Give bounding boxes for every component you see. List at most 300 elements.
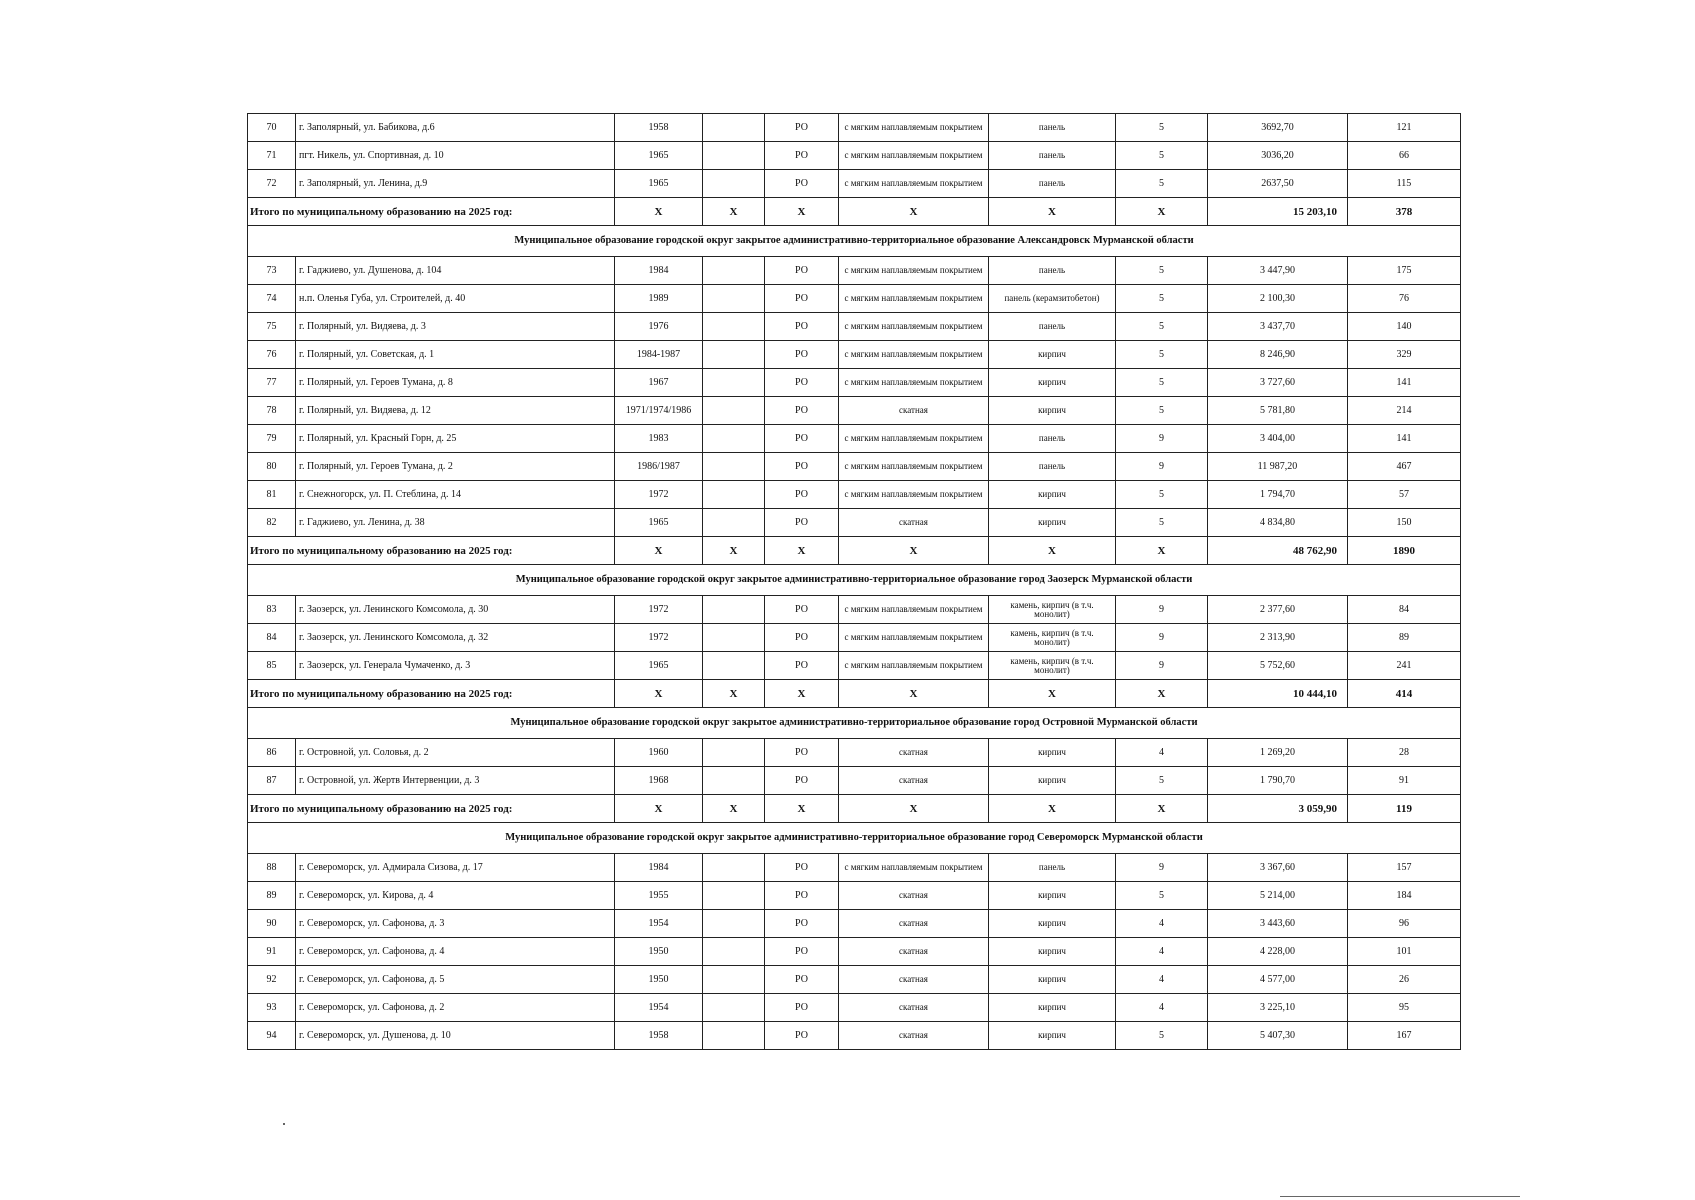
x-mark-cell: X [615,198,703,226]
row-number-cell: 88 [248,854,296,882]
section-header-row [248,226,1461,257]
table-row [248,341,1461,369]
year-built-cell: 1984-1987 [615,341,703,369]
row-number-cell: 77 [248,369,296,397]
table-row [248,453,1461,481]
residents-cell: 167 [1348,1022,1461,1050]
address-cell: г. Североморск, ул. Сафонова, д. 4 [296,938,615,966]
fund-type-cell: РО [765,910,839,938]
wall-material-cell: кирпич [989,910,1116,938]
address-cell: г. Гаджиево, ул. Душенова, д. 104 [296,257,615,285]
empty-cell [703,994,765,1022]
area-cell: 2 100,30 [1208,285,1348,313]
fund-type-cell: РО [765,966,839,994]
empty-cell [703,596,765,624]
area-cell: 2 313,90 [1208,624,1348,652]
wall-material-cell: камень, кирпич (в т.ч. монолит) [989,624,1116,652]
residents-cell: 26 [1348,966,1461,994]
floors-cell: 4 [1116,994,1208,1022]
residents-cell: 141 [1348,425,1461,453]
floors-cell: 5 [1116,882,1208,910]
address-cell: г. Полярный, ул. Героев Тумана, д. 8 [296,369,615,397]
row-number-cell: 82 [248,509,296,537]
fund-type-cell: РО [765,854,839,882]
total-area-cell: 10 444,10 [1208,680,1348,708]
empty-cell [703,910,765,938]
table-row [248,257,1461,285]
address-cell: г. Полярный, ул. Советская, д. 1 [296,341,615,369]
floors-cell: 5 [1116,257,1208,285]
address-cell: г. Североморск, ул. Адмирала Сизова, д. 17 [296,854,615,882]
table-row [248,1022,1461,1050]
total-residents-cell: 1890 [1348,537,1461,565]
wall-material-cell: панель [989,142,1116,170]
total-row [248,680,1461,708]
total-residents-cell: 414 [1348,680,1461,708]
floors-cell: 5 [1116,369,1208,397]
residents-cell: 141 [1348,369,1461,397]
residents-cell: 467 [1348,453,1461,481]
area-cell: 2637,50 [1208,170,1348,198]
area-cell: 3 437,70 [1208,313,1348,341]
x-mark-cell: X [765,680,839,708]
residents-cell: 76 [1348,285,1461,313]
address-cell: г. Островной, ул. Соловья, д. 2 [296,739,615,767]
address-cell: г. Заозерск, ул. Генерала Чумаченко, д. 3 [296,652,615,680]
x-mark-cell: X [765,198,839,226]
fund-type-cell: РО [765,285,839,313]
x-mark-cell: X [615,795,703,823]
address-cell: г. Североморск, ул. Сафонова, д. 5 [296,966,615,994]
roof-type-cell: с мягким наплавляемым покрытием [839,596,989,624]
total-residents-cell: 378 [1348,198,1461,226]
address-cell: г. Североморск, ул. Душенова, д. 10 [296,1022,615,1050]
floors-cell: 5 [1116,1022,1208,1050]
residents-cell: 329 [1348,341,1461,369]
address-cell: г. Островной, ул. Жертв Интервенции, д. 3 [296,767,615,795]
scan-edge-line [1280,1196,1520,1197]
row-number-cell: 90 [248,910,296,938]
residents-cell: 57 [1348,481,1461,509]
empty-cell [703,397,765,425]
empty-cell [703,652,765,680]
floors-cell: 9 [1116,624,1208,652]
roof-type-cell: скатная [839,938,989,966]
total-label: Итого по муниципальному образованию на 2025 год: [248,537,615,565]
year-built-cell: 1972 [615,596,703,624]
floors-cell: 9 [1116,453,1208,481]
address-cell: пгт. Никель, ул. Спортивная, д. 10 [296,142,615,170]
roof-type-cell: с мягким наплавляемым покрытием [839,453,989,481]
row-number-cell: 91 [248,938,296,966]
wall-material-cell: кирпич [989,767,1116,795]
residents-cell: 175 [1348,257,1461,285]
address-cell: г. Заполярный, ул. Ленина, д.9 [296,170,615,198]
fund-type-cell: РО [765,767,839,795]
address-cell: г. Североморск, ул. Кирова, д. 4 [296,882,615,910]
roof-type-cell: скатная [839,767,989,795]
address-cell: г. Североморск, ул. Сафонова, д. 3 [296,910,615,938]
total-residents-cell: 119 [1348,795,1461,823]
wall-material-cell: камень, кирпич (в т.ч. монолит) [989,596,1116,624]
residents-cell: 96 [1348,910,1461,938]
table-row [248,624,1461,652]
empty-cell [703,341,765,369]
floors-cell: 4 [1116,966,1208,994]
address-cell: г. Заозерск, ул. Ленинского Комсомола, д. 32 [296,624,615,652]
x-mark-cell: X [989,198,1116,226]
year-built-cell: 1989 [615,285,703,313]
row-number-cell: 71 [248,142,296,170]
empty-cell [703,114,765,142]
empty-cell [703,313,765,341]
area-cell: 3036,20 [1208,142,1348,170]
residents-cell: 140 [1348,313,1461,341]
area-cell: 4 228,00 [1208,938,1348,966]
wall-material-cell: панель [989,854,1116,882]
area-cell: 3 447,90 [1208,257,1348,285]
address-cell: г. Заполярный, ул. Бабикова, д.6 [296,114,615,142]
total-row [248,198,1461,226]
residents-cell: 101 [1348,938,1461,966]
wall-material-cell: кирпич [989,994,1116,1022]
address-cell: г. Заозерск, ул. Ленинского Комсомола, д. 30 [296,596,615,624]
floors-cell: 5 [1116,114,1208,142]
empty-cell [703,624,765,652]
x-mark-cell: X [615,537,703,565]
row-number-cell: 94 [248,1022,296,1050]
area-cell: 3 225,10 [1208,994,1348,1022]
roof-type-cell: с мягким наплавляемым покрытием [839,114,989,142]
roof-type-cell: с мягким наплавляемым покрытием [839,369,989,397]
row-number-cell: 89 [248,882,296,910]
total-label: Итого по муниципальному образованию на 2025 год: [248,680,615,708]
residents-cell: 89 [1348,624,1461,652]
total-area-cell: 48 762,90 [1208,537,1348,565]
year-built-cell: 1967 [615,369,703,397]
row-number-cell: 92 [248,966,296,994]
x-mark-cell: X [1116,795,1208,823]
area-cell: 2 377,60 [1208,596,1348,624]
fund-type-cell: РО [765,509,839,537]
row-number-cell: 87 [248,767,296,795]
x-mark-cell: X [615,680,703,708]
wall-material-cell: кирпич [989,397,1116,425]
row-number-cell: 84 [248,624,296,652]
fund-type-cell: РО [765,397,839,425]
floors-cell: 5 [1116,397,1208,425]
empty-cell [703,142,765,170]
empty-cell [703,767,765,795]
area-cell: 8 246,90 [1208,341,1348,369]
address-cell: г. Полярный, ул. Видяева, д. 3 [296,313,615,341]
section-header-row [248,565,1461,596]
wall-material-cell: панель [989,313,1116,341]
roof-type-cell: с мягким наплавляемым покрытием [839,624,989,652]
empty-cell [703,509,765,537]
x-mark-cell: X [1116,198,1208,226]
year-built-cell: 1971/1974/1986 [615,397,703,425]
roof-type-cell: скатная [839,966,989,994]
row-number-cell: 93 [248,994,296,1022]
x-mark-cell: X [989,537,1116,565]
fund-type-cell: РО [765,624,839,652]
roof-type-cell: скатная [839,1022,989,1050]
row-number-cell: 78 [248,397,296,425]
area-cell: 1 269,20 [1208,739,1348,767]
table-row [248,142,1461,170]
table-row [248,767,1461,795]
fund-type-cell: РО [765,114,839,142]
floors-cell: 5 [1116,313,1208,341]
table-row [248,854,1461,882]
year-built-cell: 1954 [615,994,703,1022]
wall-material-cell: кирпич [989,369,1116,397]
roof-type-cell: с мягким наплавляемым покрытием [839,341,989,369]
empty-cell [703,257,765,285]
wall-material-cell: панель [989,425,1116,453]
table-row [248,509,1461,537]
area-cell: 3 443,60 [1208,910,1348,938]
wall-material-cell: кирпич [989,1022,1116,1050]
x-mark-cell: X [703,198,765,226]
table-row [248,425,1461,453]
area-cell: 5 752,60 [1208,652,1348,680]
empty-cell [703,966,765,994]
fund-type-cell: РО [765,481,839,509]
fund-type-cell: РО [765,739,839,767]
table-row [248,739,1461,767]
total-row [248,537,1461,565]
fund-type-cell: РО [765,453,839,481]
row-number-cell: 72 [248,170,296,198]
total-area-cell: 3 059,90 [1208,795,1348,823]
table-row [248,966,1461,994]
roof-type-cell: с мягким наплавляемым покрытием [839,313,989,341]
section-header-row [248,708,1461,739]
wall-material-cell: кирпич [989,938,1116,966]
residents-cell: 184 [1348,882,1461,910]
fund-type-cell: РО [765,257,839,285]
total-label: Итого по муниципальному образованию на 2025 год: [248,198,615,226]
empty-cell [703,453,765,481]
roof-type-cell: с мягким наплавляемым покрытием [839,285,989,313]
x-mark-cell: X [765,537,839,565]
row-number-cell: 83 [248,596,296,624]
roof-type-cell: с мягким наплавляемым покрытием [839,170,989,198]
row-number-cell: 79 [248,425,296,453]
year-built-cell: 1960 [615,739,703,767]
row-number-cell: 80 [248,453,296,481]
wall-material-cell: кирпич [989,966,1116,994]
empty-cell [703,285,765,313]
x-mark-cell: X [703,795,765,823]
floors-cell: 4 [1116,739,1208,767]
row-number-cell: 74 [248,285,296,313]
wall-material-cell: кирпич [989,341,1116,369]
row-number-cell: 75 [248,313,296,341]
empty-cell [703,170,765,198]
residents-cell: 241 [1348,652,1461,680]
floors-cell: 5 [1116,481,1208,509]
empty-cell [703,938,765,966]
x-mark-cell: X [839,537,989,565]
wall-material-cell: камень, кирпич (в т.ч. монолит) [989,652,1116,680]
roof-type-cell: скатная [839,994,989,1022]
empty-cell [703,739,765,767]
roof-type-cell: с мягким наплавляемым покрытием [839,652,989,680]
table-row [248,114,1461,142]
roof-type-cell: с мягким наплавляемым покрытием [839,425,989,453]
wall-material-cell: кирпич [989,481,1116,509]
floors-cell: 5 [1116,142,1208,170]
x-mark-cell: X [839,198,989,226]
x-mark-cell: X [1116,680,1208,708]
residents-cell: 150 [1348,509,1461,537]
area-cell: 4 834,80 [1208,509,1348,537]
table-row [248,652,1461,680]
floors-cell: 5 [1116,285,1208,313]
row-number-cell: 73 [248,257,296,285]
area-cell: 3 367,60 [1208,854,1348,882]
residents-cell: 95 [1348,994,1461,1022]
floors-cell: 9 [1116,652,1208,680]
floors-cell: 4 [1116,910,1208,938]
area-cell: 3692,70 [1208,114,1348,142]
area-cell: 11 987,20 [1208,453,1348,481]
floors-cell: 5 [1116,170,1208,198]
row-number-cell: 76 [248,341,296,369]
table-row [248,596,1461,624]
area-cell: 5 781,80 [1208,397,1348,425]
year-built-cell: 1983 [615,425,703,453]
year-built-cell: 1972 [615,481,703,509]
x-mark-cell: X [989,680,1116,708]
wall-material-cell: кирпич [989,509,1116,537]
residents-cell: 214 [1348,397,1461,425]
floors-cell: 5 [1116,341,1208,369]
fund-type-cell: РО [765,882,839,910]
wall-material-cell: кирпич [989,739,1116,767]
area-cell: 3 404,00 [1208,425,1348,453]
residents-cell: 121 [1348,114,1461,142]
address-cell: г. Полярный, ул. Героев Тумана, д. 2 [296,453,615,481]
row-number-cell: 86 [248,739,296,767]
municipality-title: Муниципальное образование городской округ закрытое административно-территориальное образование Александровск Мурманской области [248,226,1461,257]
floors-cell: 5 [1116,767,1208,795]
wall-material-cell: панель (керамзитобетон) [989,285,1116,313]
fund-type-cell: РО [765,142,839,170]
section-header-row [248,823,1461,854]
table-row [248,938,1461,966]
year-built-cell: 1950 [615,966,703,994]
roof-type-cell: скатная [839,910,989,938]
wall-material-cell: панель [989,257,1116,285]
empty-cell [703,882,765,910]
floors-cell: 5 [1116,509,1208,537]
residents-cell: 157 [1348,854,1461,882]
row-number-cell: 70 [248,114,296,142]
table-row [248,397,1461,425]
x-mark-cell: X [1116,537,1208,565]
fund-type-cell: РО [765,652,839,680]
total-label: Итого по муниципальному образованию на 2025 год: [248,795,615,823]
table-row [248,481,1461,509]
total-row [248,795,1461,823]
year-built-cell: 1986/1987 [615,453,703,481]
residents-cell: 115 [1348,170,1461,198]
year-built-cell: 1965 [615,170,703,198]
floors-cell: 9 [1116,854,1208,882]
year-built-cell: 1958 [615,1022,703,1050]
roof-type-cell: с мягким наплавляемым покрытием [839,257,989,285]
fund-type-cell: РО [765,938,839,966]
wall-material-cell: панель [989,453,1116,481]
fund-type-cell: РО [765,994,839,1022]
roof-type-cell: скатная [839,509,989,537]
address-cell: г. Полярный, ул. Видяева, д. 12 [296,397,615,425]
address-cell: н.п. Оленья Губа, ул. Строителей, д. 40 [296,285,615,313]
table-row [248,369,1461,397]
roof-type-cell: скатная [839,882,989,910]
fund-type-cell: РО [765,425,839,453]
year-built-cell: 1965 [615,652,703,680]
fund-type-cell: РО [765,369,839,397]
year-built-cell: 1976 [615,313,703,341]
roof-type-cell: скатная [839,397,989,425]
empty-cell [703,369,765,397]
residents-cell: 91 [1348,767,1461,795]
residents-cell: 84 [1348,596,1461,624]
empty-cell [703,854,765,882]
empty-cell [703,481,765,509]
area-cell: 3 727,60 [1208,369,1348,397]
year-built-cell: 1958 [615,114,703,142]
year-built-cell: 1965 [615,142,703,170]
x-mark-cell: X [765,795,839,823]
fund-type-cell: РО [765,170,839,198]
residents-cell: 66 [1348,142,1461,170]
wall-material-cell: кирпич [989,882,1116,910]
area-cell: 5 214,00 [1208,882,1348,910]
roof-type-cell: скатная [839,739,989,767]
scan-speck [283,1123,285,1125]
table-row [248,313,1461,341]
x-mark-cell: X [989,795,1116,823]
roof-type-cell: с мягким наплавляемым покрытием [839,142,989,170]
area-cell: 5 407,30 [1208,1022,1348,1050]
table-row [248,994,1461,1022]
x-mark-cell: X [703,537,765,565]
fund-type-cell: РО [765,313,839,341]
roof-type-cell: с мягким наплавляемым покрытием [839,481,989,509]
empty-cell [703,1022,765,1050]
table-row [248,285,1461,313]
empty-cell [703,425,765,453]
year-built-cell: 1954 [615,910,703,938]
year-built-cell: 1965 [615,509,703,537]
roof-type-cell: с мягким наплавляемым покрытием [839,854,989,882]
year-built-cell: 1968 [615,767,703,795]
row-number-cell: 81 [248,481,296,509]
address-cell: г. Гаджиево, ул. Ленина, д. 38 [296,509,615,537]
area-cell: 1 794,70 [1208,481,1348,509]
address-cell: г. Североморск, ул. Сафонова, д. 2 [296,994,615,1022]
year-built-cell: 1984 [615,257,703,285]
fund-type-cell: РО [765,596,839,624]
x-mark-cell: X [839,680,989,708]
table-row [248,170,1461,198]
